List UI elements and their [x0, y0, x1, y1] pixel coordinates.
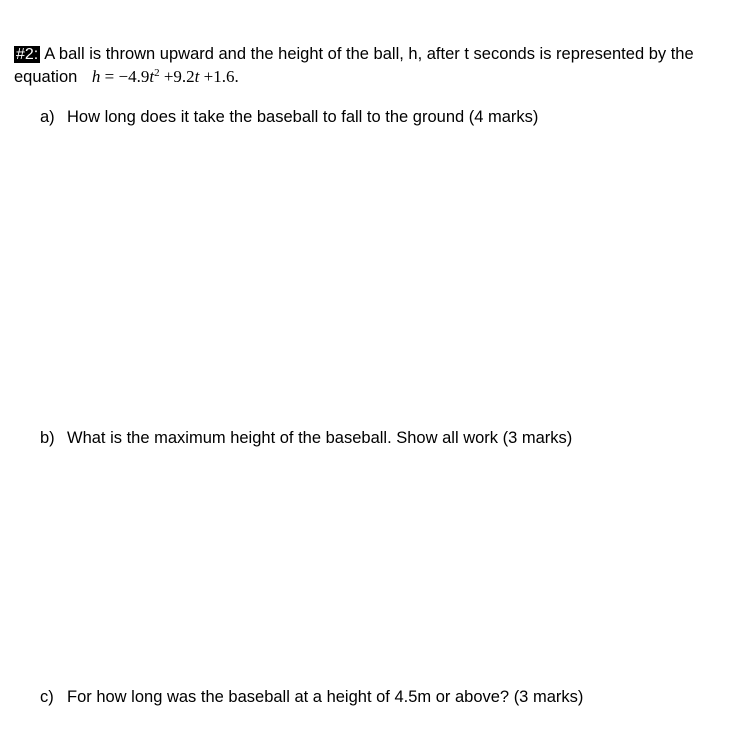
eq-part-1: = −4.9	[100, 67, 150, 86]
problem-number: #2:	[16, 46, 39, 63]
question-b-label: b)	[40, 429, 55, 447]
eq-var-t2: t	[194, 67, 200, 86]
eq-var-h: h	[91, 67, 101, 86]
height-equation	[92, 67, 239, 86]
question-c	[40, 688, 583, 707]
eq-part-2: +9.2	[159, 67, 195, 86]
question-c-label: c)	[40, 688, 54, 706]
problem-intro: A ball is thrown upward and the height of the ball, h, after t seconds is represented by the	[44, 45, 694, 63]
eq-var-t1: t	[149, 67, 155, 86]
question-a	[40, 108, 538, 127]
question-c-text: For how long was the baseball at a height of 4.5m or above? (3 marks)	[67, 688, 584, 706]
problem-intro-line	[14, 45, 694, 64]
eq-part-3: +1.6.	[199, 67, 239, 86]
question-b	[40, 429, 572, 448]
question-a-label: a)	[40, 108, 55, 126]
question-b-text: What is the maximum height of the baseball. Show all work (3 marks)	[67, 429, 573, 447]
equation-line	[14, 67, 239, 87]
equation-word: equation	[14, 68, 78, 86]
eq-exponent: 2	[154, 67, 160, 79]
question-a-text: How long does it take the baseball to fall to the ground (4 marks)	[67, 108, 539, 126]
